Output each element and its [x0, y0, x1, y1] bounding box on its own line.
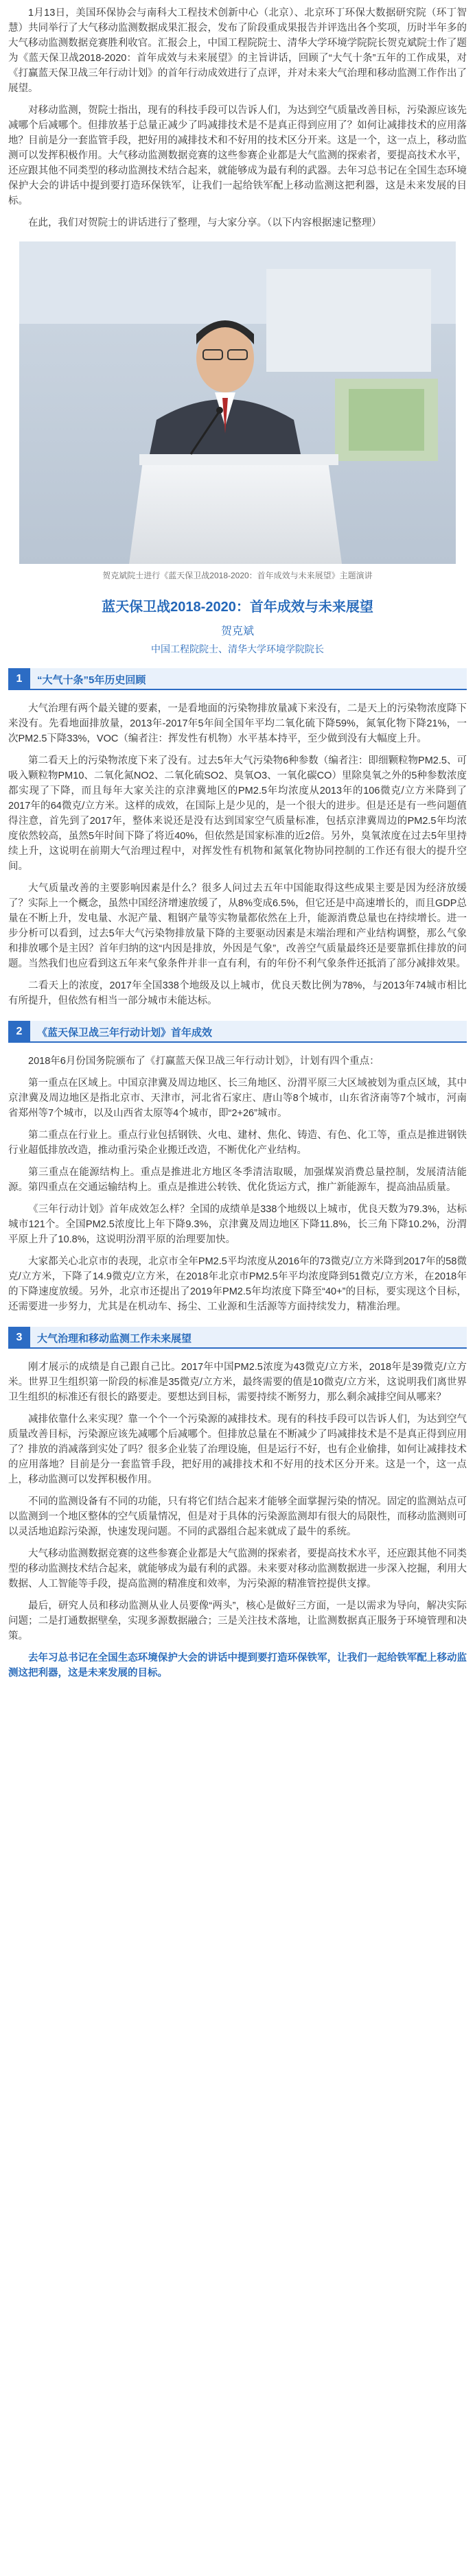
section-title: “大气十条”5年历史回顾 [37, 674, 146, 686]
section-number: 1 [8, 668, 30, 690]
paragraph: 最后，研究人员和移动监测从业人员要像“两头”，核心是做好三方面，一是以需求为导向，解决实际问题；二是打通数据壁垒，实现多源数据融合；三是关注技术落地，让监测数据真正服务于环境管理和决策。 [8, 1600, 467, 1642]
paragraph: 大气治理有两个最关键的要素，一是看地面的污染物排放量减下来没有，二是天上的污染物浓度降下来没有。先看地面排放量，2013年-2017年5年间全国年平均二氧化硫下降59%，氮氧化物下降21%，一次PM2.5下降33%，VOC（编者注：挥发性有机物）水平基本持平，至少做到没有大幅度上升。 [8, 703, 467, 744]
paragraph: 大家都关心北京市的表现，北京市全年PM2.5平均浓度从2016年的73微克/立方米降到2017年的58微克/立方米，下降了14.9微克/立方米，在2018年北京市PM2.5年平均浓度降到51微克/立方米，在2018年的下降速度放缓。另外，北京市还提出了2019年PM2.5年均浓度下降至“40+”的目标，要实现这个目标，还需要进一步努力，尤其是在机动车、扬尘、工业源和生活源等方面持续发力，精准治理。 [8, 1256, 467, 1312]
paragraph: 第三重点在能源结构上。重点是推进北方地区冬季清洁取暖，加强煤炭消费总量控制，发展清洁能源。第四重点在交通运输结构上。重点是推进公转铁、优化货运方式，推广新能源车，提高油品质量。 [8, 1167, 467, 1193]
paragraph: 第二重点在行业上。重点行业包括钢铁、火电、建材、焦化、铸造、有色、化工等，重点是推进钢铁行业超低排放改造，推动重污染企业搬迁改造，不断优化产业结构。 [8, 1130, 467, 1156]
paragraph: 刚才展示的成绩是自己跟自己比。2017年中国PM2.5浓度为43微克/立方米，2018年是39微克/立方米。世界卫生组织第一阶段的标准是35微克/立方米，最终需要的值是10微克/立方米，这说明我们离世界卫生组织的标准还有很长的路要走。要想达到目标，需要持续不断努力，那么剩余减排空间从哪来？ [8, 1362, 467, 1403]
paragraph: 减排依靠什么来实现？靠一个个一个污染源的减排技术。现有的科技手段可以告诉人们，为达到空气质量改善目标，污染源应该先减哪个后减哪个。但排放总量在不断减少了吗减排技术是不是真正得到应用了？排放的消减落到实处了吗？很多企业装了治理设施，但是运行不好，也有企业偷排，如何让减排技术的应用落地？目前是分一套监管手段，把好用的减排技术和不好用的技术区分开来。这是一个，这一点上，移动监测可以发挥积极作用。 [8, 1414, 467, 1485]
intro-paragraph-3: 在此，我们对贺院士的讲话进行了整理，与大家分享。（以下内容根据速记整理） [28, 217, 382, 228]
paragraph: 《三年行动计划》首年成效怎么样？全国的成绩单是338个地级以上城市，优良天数为79.3%，达标城市121个。全国PM2.5浓度比上年下降9.3%，京津冀及周边地区下降11.8%，长三角下降10.2%，汾渭平原上升了10.8%，这说明汾渭平原的治理要加快。 [8, 1204, 467, 1245]
speech-author: 贺克斌 [220, 626, 254, 637]
speech-affiliation: 中国工程院院士、清华大学环境学院院长 [151, 643, 324, 654]
section-heading-3 [8, 1327, 467, 1349]
section-underline [30, 1347, 467, 1349]
section-number: 2 [8, 1021, 30, 1043]
paragraph: 2018年6月份国务院颁布了《打赢蓝天保卫战三年行动计划》，计划有四个重点： [28, 1056, 380, 1067]
speech-title: 蓝天保卫战2018-2020：首年成效与未来展望 [102, 600, 373, 615]
paragraph: 二看天上的浓度，2017年全国338个地级及以上城市，优良天数比例为78%，与2013年74城市相比有所提升，但依然有相当一部分城市未能达标。 [8, 980, 467, 1006]
section-heading-2 [8, 1021, 467, 1043]
paragraph: 第二看天上的污染物浓度下来了没有。过去5年大气污染物6种参数（编者注：即细颗粒物PM2.5、可吸入颗粒物PM10、二氧化氮NO2、二氧化硫SO2、臭氧O3、一氧化碳CO）里除臭氧之外的5种参数浓度都实现了下降，而且每年大家关注的京津冀地区的PM2.5年均浓度从2013年的106微克/立方米降到了2017年的64微克/立方米。这样的成效，在国际上是少见的，是一个很大的进步。但是还是有一些问题值得注意，首先到了2017年，整体来说还是没有达到国家空气质量标准，包括京津冀周边的PM2.5年均浓度依然较高，虽然5年时间下降了将近40%，但依然是国家标准的近2倍。另外，臭氧浓度在过去5年里持续上升，这说明在前期大气治理过程中，对挥发性有机物和氮氧化物协同控制的工作还有很大的提升空间。 [8, 755, 467, 872]
section-title: 大气治理和移动监测工作未来展望 [37, 1332, 192, 1345]
closing-paragraph: 去年习总书记在全国生态环境保护大会的讲话中提到要打造环保铁军，让我们一起给铁军配上移动监测这把利器，这是未来发展的目标。 [8, 1653, 467, 1679]
paragraph: 第一重点在区域上。中国京津冀及周边地区、长三角地区、汾渭平原三大区域被划为重点区域，其中京津冀及周边地区是指北京市、天津市，河北省石家庄、唐山等8个城市，山东省济南等7个城市，河南省郑州等7个城市，以及山西省太原等4个城市，即“2+26”城市。 [8, 1078, 467, 1119]
intro-paragraph-1: 1月13日，美国环保协会与南科大工程技术创新中心（北京）、北京环丁环保大数据研究院（环丁智慧）共同举行了大气移动监测数据成果汇报会，发布了阶段重成果报告并评选出各个奖项，历时半年多的大气移动监测数据竞赛胜利收官。汇报会上，中国工程院院士、清华大学环境学院院长贺克斌院士作了题为《蓝天保卫战2018-2020：首年成效与未来展望》的主旨讲话，回顾了“大气十条”五年的工作成果，对《打赢蓝天保卫战三年行动计划》的首年行动成效进行了点评，并对未来大气治理和移动监测工作作出了展望。 [8, 8, 467, 94]
speaker-photo-illustration [19, 241, 456, 564]
speaker-photo [19, 241, 456, 564]
section-heading-1 [8, 668, 467, 690]
section-underline [30, 689, 467, 690]
section-underline [30, 1041, 467, 1043]
paragraph: 大气质量改善的主要影响因素是什么？很多人问过去五年中国能取得这些成果主要是因为经济放缓了？实际上一个概念，虽然中国经济增速放缓了，从8%变成6.5%，但它还是中高速增长的，而且GDP总量在不断上升，发电量、水泥产量、粗钢产量等实物量都依然在上升，能源消费总量也在持续增长。进一步分析可以看到，过去5年大气污染物排放量下降的主要驱动因素是末端治理和产业结构调整，那么气象和排放哪个是主因？首年归纳的这“内因是排放，外因是气象”，改善空气质量最终还是要靠抓住排放的问题。当然我们也应看到这五年来气象条件并非一直有利，有的年份不利气象条件还抵消了部分减排效果。 [8, 883, 467, 969]
paragraph: 不同的监测设备有不同的功能，只有将它们结合起来才能够全面掌握污染的情况。固定的监测站点可以监测到一个地区整体的空气质量情况，但是对于具体的污染源监测却有很大的局限性，而移动监测则可以灵活地追踪污染源，快速发现问题。不同的武器组合起来就成了最牛的系统。 [8, 1496, 467, 1537]
section-title: 《蓝天保卫战三年行动计划》首年成效 [37, 1026, 213, 1039]
paragraph: 大气移动监测数据竞赛的这些参赛企业都是大气监测的探索者，要提高技术水平，还应跟其他不同类型的移动监测技术结合起来，就能够成为最有利的武器。未来要对移动监测数据进一步深入挖掘，利用大数据、人工智能等手段，提高监测的精准度和效率，为污染源的精准管控提供支撑。 [8, 1548, 467, 1590]
section-number: 3 [8, 1327, 30, 1349]
photo-caption: 贺克斌院士进行《蓝天保卫战2018-2020：首年成效与未来展望》主题演讲 [102, 571, 373, 580]
speech-title-block [8, 595, 467, 656]
intro-paragraph-2: 对移动监测，贺院士指出，现有的科技手段可以告诉人们，为达到空气质量改善目标，污染源应该先减哪个后减哪个。但排放基于总量正减少了吗减排技术是不是真正得到应用了？如何让减排技术的应用落地？目前是分一套监管手段，把好用的减排技术和不好用的技术区分开来。这是一个，这一点上，移动监测可以发挥积极作用。大气移动监测数据竞赛的这些参赛企业都是大气监测的探索者，要提高技术水平，还应跟其他不同类型的移动监测技术结合起来，就能够成为最有利的武器。去年习总书记在全国生态环境保护大会的讲话中提到要打造环保铁军，让我们一起给铁军配上移动监测这把利器，这是未来发展的目标。 [8, 105, 467, 206]
